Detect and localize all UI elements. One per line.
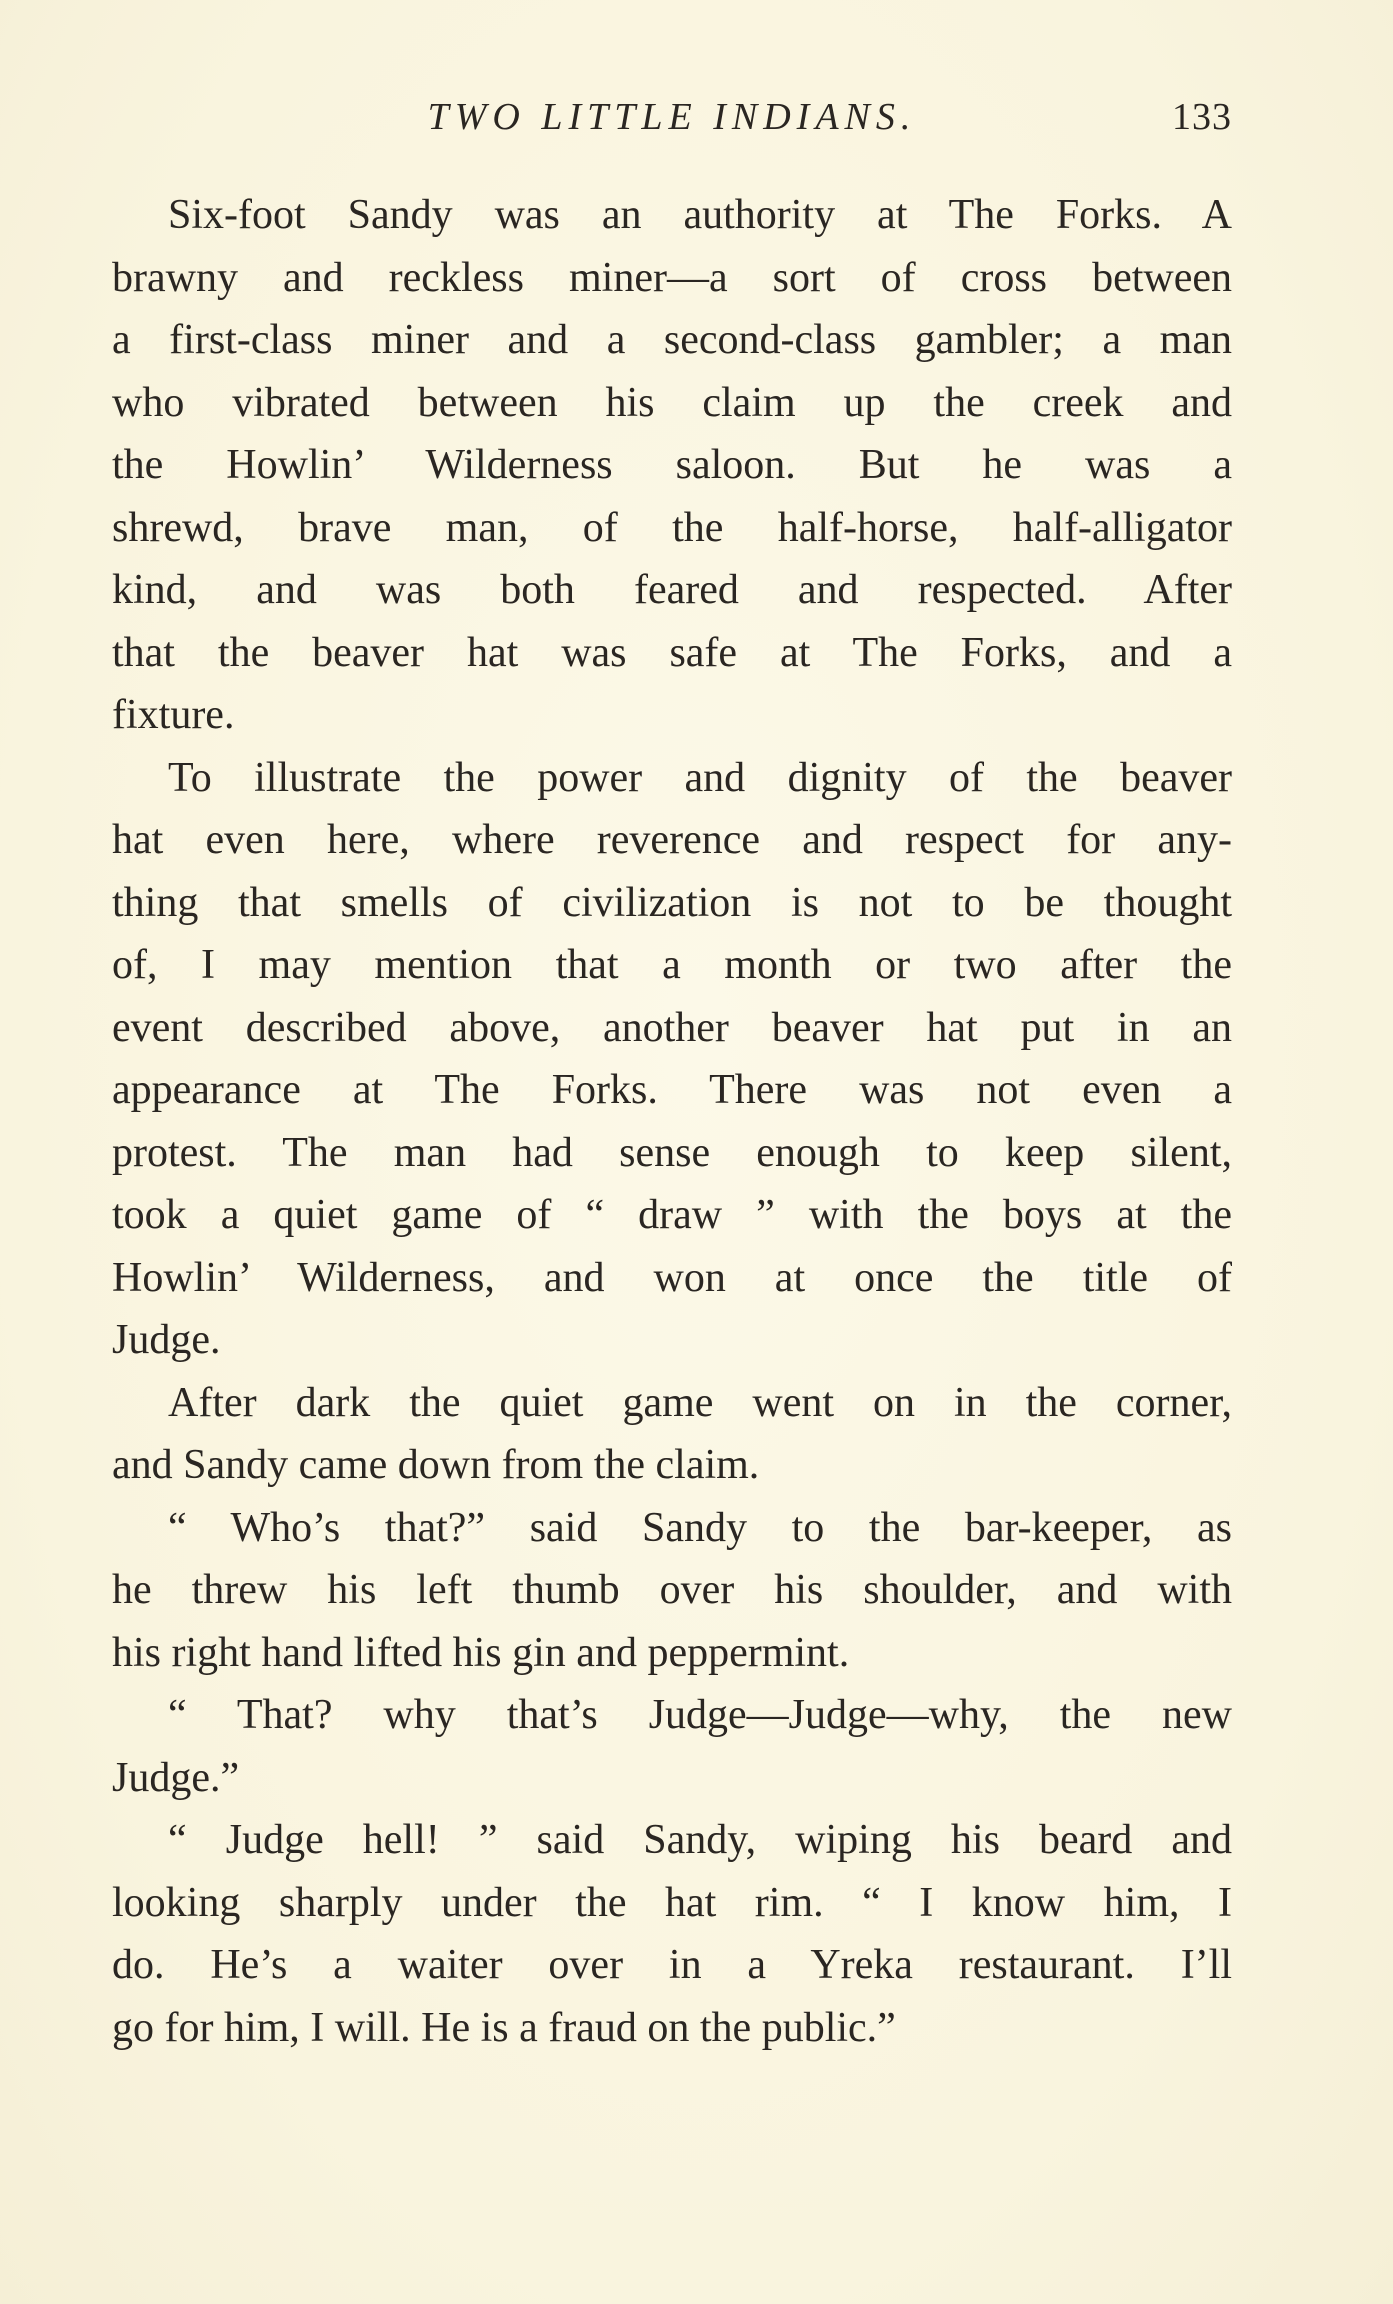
text-line: shrewd, brave man, of the half-horse, half-alligator: [112, 504, 1232, 551]
text-line: a first-class miner and a second-class gambler; a man: [112, 317, 1232, 363]
running-header: [112, 92, 1232, 142]
text-line: fixture.: [112, 692, 235, 738]
text-line: event described above, another beaver hat put in an: [112, 1004, 1232, 1051]
text-line: and Sandy came down from the claim.: [112, 1442, 760, 1488]
text-line: kind, and was both feared and respected. After: [112, 567, 1232, 613]
text-line: of, I may mention that a month or two after the: [112, 942, 1232, 988]
text-line: his right hand lifted his gin and peppermint.: [112, 1629, 850, 1676]
page-number: 133: [1172, 96, 1232, 138]
text-line: that the beaver hat was safe at The Forks, and a: [112, 629, 1232, 676]
text-line: Judge.: [112, 1317, 221, 1363]
text-line: took a quiet game of “ draw ” with the boys at the: [112, 1192, 1232, 1238]
text-line: who vibrated between his claim up the creek and: [112, 379, 1232, 426]
text-line: “ Judge hell! ” said Sandy, wiping his beard and: [168, 1817, 1232, 1863]
text-line: thing that smells of civilization is not to be thought: [112, 879, 1232, 926]
text-line: After dark the quiet game went on in the corner,: [168, 1379, 1232, 1426]
text-line: go for him, I will. He is a fraud on the public.”: [112, 2004, 896, 2051]
text-line: “ Who’s that?” said Sandy to the bar-keeper, as: [168, 1504, 1232, 1551]
text-line: Six-foot Sandy was an authority at The Forks. A: [168, 192, 1232, 238]
body-text: [112, 184, 1232, 2059]
text-line: looking sharply under the hat rim. “ I know him, I: [112, 1879, 1232, 1926]
text-line: the Howlin’ Wilderness saloon. But he was a: [112, 442, 1232, 488]
text-line: do. He’s a waiter over in a Yreka restaurant. I’ll: [112, 1942, 1232, 1988]
text-line: protest. The man had sense enough to keep silent,: [112, 1129, 1232, 1176]
text-line: appearance at The Forks. There was not even a: [112, 1067, 1232, 1113]
text-line: hat even here, where reverence and respect for any-: [112, 817, 1232, 863]
text-line: To illustrate the power and dignity of the beaver: [168, 754, 1232, 801]
text-line: “ That? why that’s Judge—Judge—why, the new: [168, 1692, 1232, 1738]
text-line: brawny and reckless miner—a sort of cross between: [112, 254, 1232, 301]
running-title: TWO LITTLE INDIANS.: [427, 96, 917, 138]
text-line: Judge.”: [112, 1754, 240, 1801]
text-line: he threw his left thumb over his shoulder, and with: [112, 1567, 1232, 1613]
text-line: Howlin’ Wilderness, and won at once the title of: [112, 1254, 1232, 1301]
